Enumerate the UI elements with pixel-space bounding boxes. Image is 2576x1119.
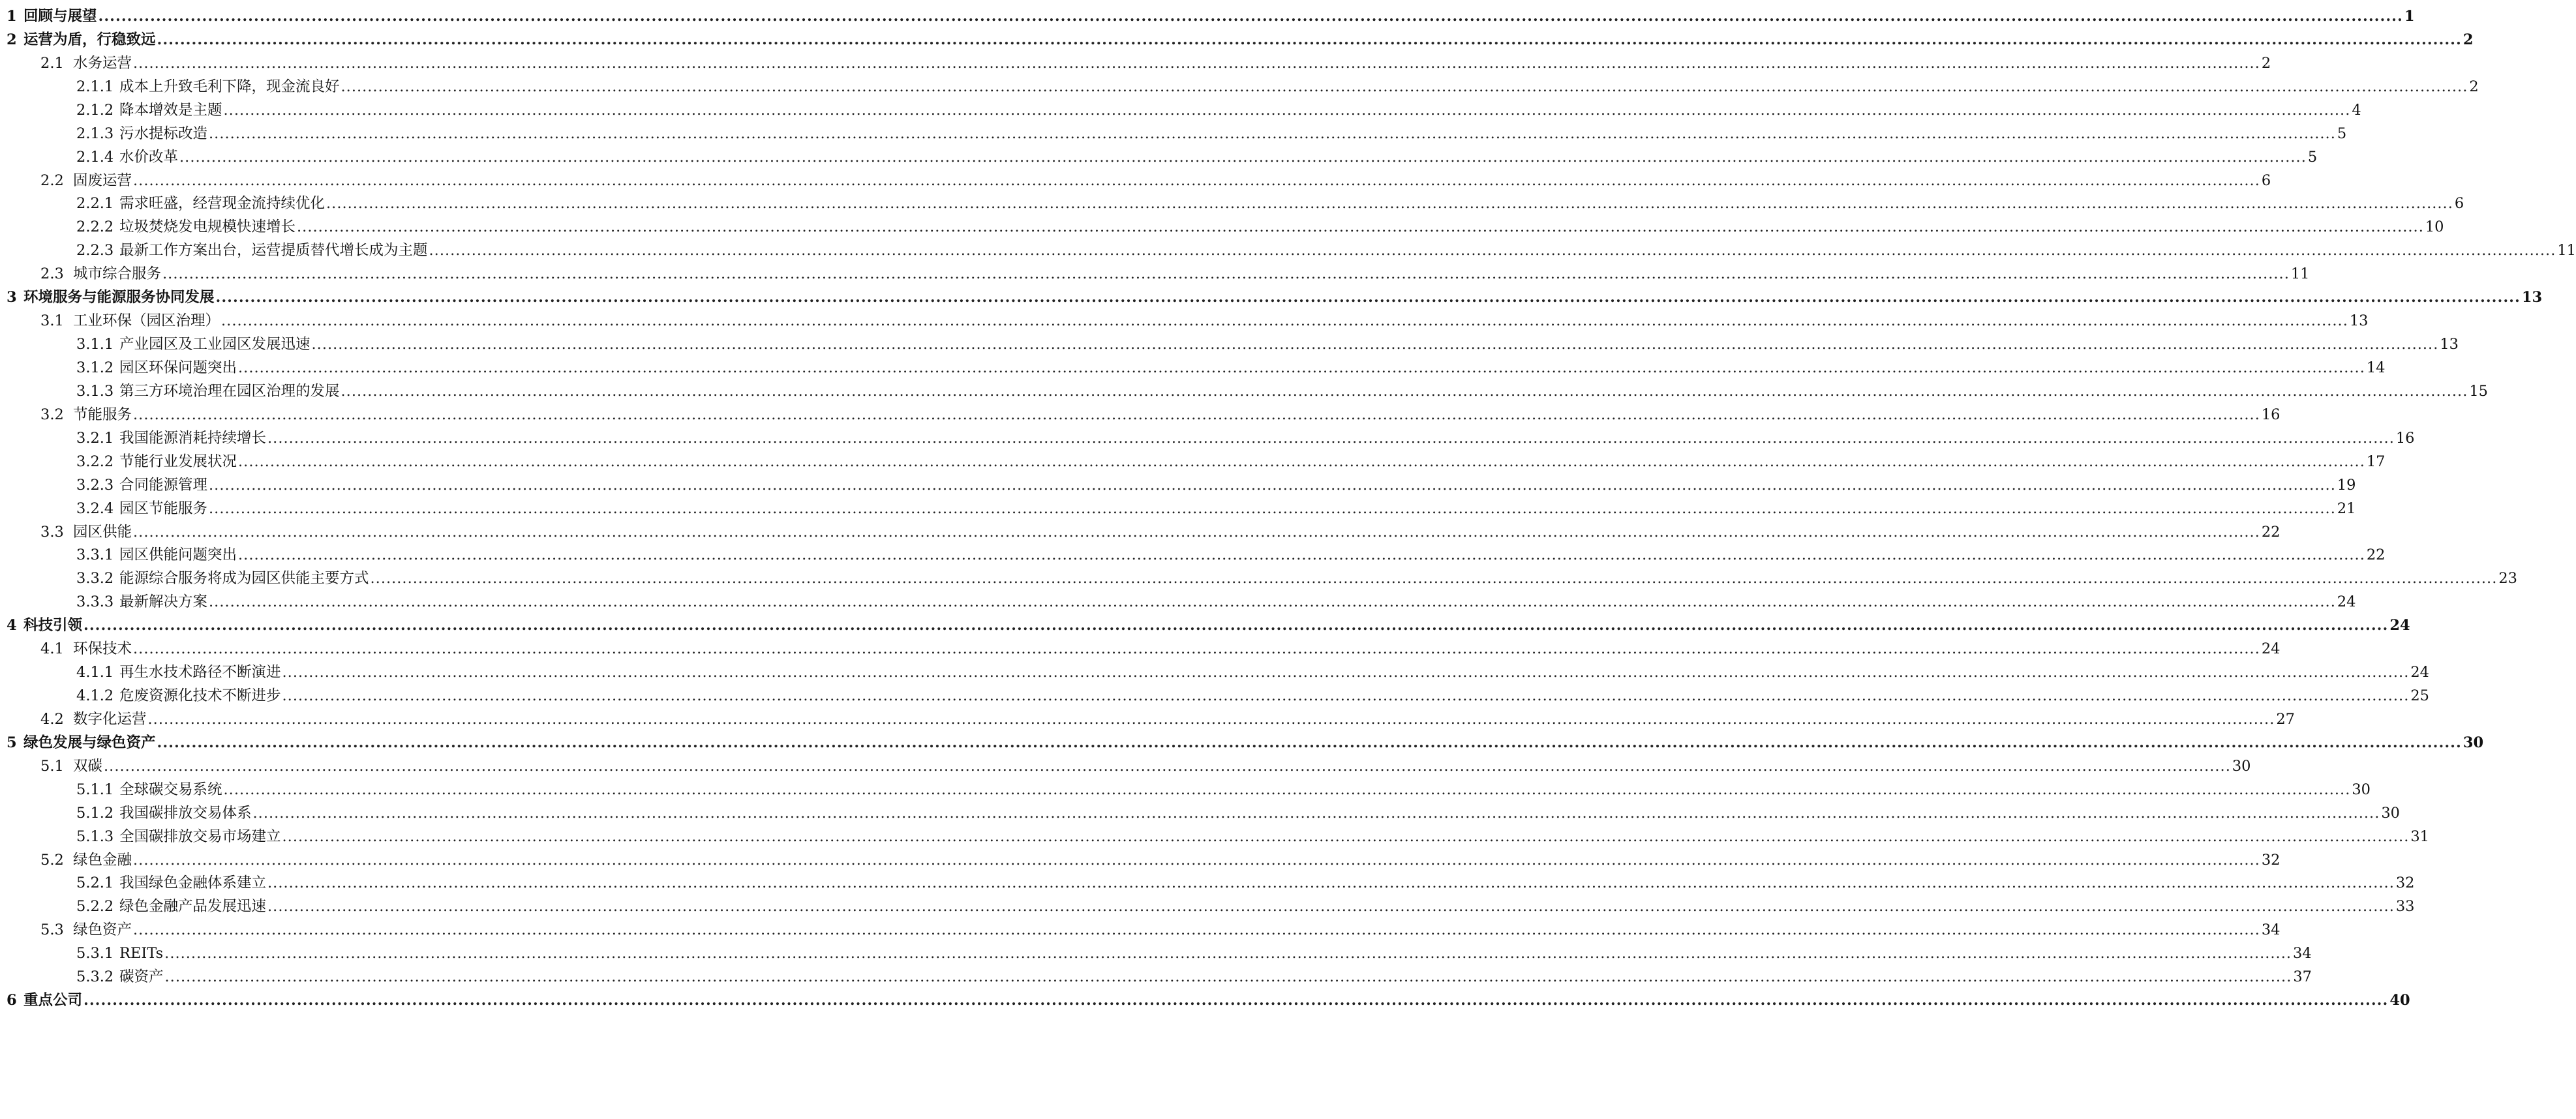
toc-entry-title: 绿色发展与绿色资产 bbox=[23, 734, 156, 751]
toc-entry-page-number: 24 bbox=[2389, 617, 2410, 634]
toc-entry-title: 污水提标改造 bbox=[119, 125, 208, 142]
toc-entry-line bbox=[76, 451, 2386, 473]
toc-entry-page-number: 31 bbox=[2410, 828, 2429, 845]
toc-dot-leader: ................................................................................................................................................................................................................................................................................................................................................................................................................ bbox=[133, 172, 2260, 189]
toc-dot-leader: ................................................................................................................................................................................................................................................................................................................................................................................................................ bbox=[133, 523, 2260, 541]
toc-dot-leader: ................................................................................................................................................................................................................................................................................................................................................................................................................ bbox=[223, 781, 2351, 798]
toc-dot-leader: ................................................................................................................................................................................................................................................................................................................................................................................................................ bbox=[267, 898, 2395, 916]
toc-dot-leader: ................................................................................................................................................................................................................................................................................................................................................................................................................ bbox=[83, 617, 2389, 634]
toc-entry-page-number: 33 bbox=[2395, 898, 2415, 916]
toc-entry-number: 3.2.1 bbox=[76, 429, 114, 447]
toc-entry-title: 降本增效是主题 bbox=[119, 101, 222, 119]
toc-entry-title: 碳资产 bbox=[119, 968, 164, 986]
toc-entry-title: 园区供能 bbox=[73, 523, 132, 541]
toc-entry-number: 3.2 bbox=[40, 406, 64, 423]
toc-dot-leader: ................................................................................................................................................................................................................................................................................................................................................................................................................ bbox=[341, 382, 2468, 400]
toc-entry-number: 5 bbox=[7, 734, 17, 751]
toc-entry-3-1-2[interactable] bbox=[0, 357, 2386, 379]
toc-entry-page-number: 37 bbox=[2293, 968, 2312, 986]
toc-entry-page-number: 11 bbox=[2557, 242, 2576, 260]
toc-dot-leader: ................................................................................................................................................................................................................................................................................................................................................................................................................ bbox=[162, 265, 2290, 283]
toc-dot-leader: ................................................................................................................................................................................................................................................................................................................................................................................................................ bbox=[221, 312, 2348, 330]
toc-entry-line bbox=[76, 380, 2488, 402]
toc-entry-3-1[interactable] bbox=[0, 310, 2369, 332]
toc-entry-2-2-1[interactable] bbox=[0, 192, 2464, 215]
toc-entry-line bbox=[76, 333, 2459, 355]
toc-entry-2-2-2[interactable] bbox=[0, 216, 2444, 238]
toc-dot-leader: ................................................................................................................................................................................................................................................................................................................................................................................................................ bbox=[209, 125, 2336, 142]
toc-dot-leader: ................................................................................................................................................................................................................................................................................................................................................................................................................ bbox=[98, 8, 2403, 25]
toc-dot-leader: ................................................................................................................................................................................................................................................................................................................................................................................................................ bbox=[297, 218, 2424, 236]
toc-entry-number: 5.2.1 bbox=[76, 874, 114, 892]
toc-entry-5[interactable] bbox=[0, 732, 2484, 754]
toc-entry-number: 5.1.2 bbox=[76, 804, 114, 822]
toc-dot-leader: ................................................................................................................................................................................................................................................................................................................................................................................................................ bbox=[215, 289, 2521, 306]
toc-entry-line bbox=[76, 216, 2444, 238]
toc-dot-leader: ................................................................................................................................................................................................................................................................................................................................................................................................................ bbox=[104, 757, 2231, 775]
toc-entry-number: 2.2 bbox=[40, 172, 64, 189]
toc-entry-title: 再生水技术路径不断演进 bbox=[119, 664, 281, 681]
toc-entry-page-number: 19 bbox=[2337, 476, 2356, 494]
toc-entry-line bbox=[76, 239, 2576, 261]
toc-dot-leader: ................................................................................................................................................................................................................................................................................................................................................................................................................ bbox=[282, 664, 2410, 681]
toc-entry-number: 5.3.1 bbox=[76, 945, 114, 962]
toc-entry-page-number: 34 bbox=[2261, 921, 2281, 939]
toc-entry-page-number: 24 bbox=[2410, 664, 2429, 681]
toc-entry-line bbox=[40, 708, 2295, 730]
toc-entry-title: 环境服务与能源服务协同发展 bbox=[23, 289, 215, 306]
toc-entry-5-2[interactable] bbox=[0, 849, 2281, 871]
toc-entry-page-number: 11 bbox=[2290, 265, 2310, 283]
toc-entry-page-number: 30 bbox=[2352, 781, 2371, 798]
toc-entry-title: 双碳 bbox=[73, 757, 103, 775]
toc-entry-title: 最新解决方案 bbox=[119, 593, 208, 611]
toc-entry-number: 3.3.2 bbox=[76, 570, 114, 588]
toc-entry-number: 2.2.2 bbox=[76, 218, 114, 236]
toc-entry-line bbox=[76, 146, 2318, 168]
toc-entry-line bbox=[76, 192, 2464, 215]
toc-dot-leader: ................................................................................................................................................................................................................................................................................................................................................................................................................ bbox=[311, 336, 2439, 353]
toc-dot-leader: ................................................................................................................................................................................................................................................................................................................................................................................................................ bbox=[147, 710, 2275, 728]
toc-entry-page-number: 5 bbox=[2307, 148, 2318, 166]
toc-entry-4-1-2[interactable] bbox=[0, 685, 2429, 707]
toc-entry-3-3-3[interactable] bbox=[0, 591, 2356, 613]
toc-entry-number: 2.1.1 bbox=[76, 78, 114, 95]
toc-dot-leader: ................................................................................................................................................................................................................................................................................................................................................................................................................ bbox=[133, 851, 2260, 869]
toc-entry-line bbox=[76, 942, 2312, 964]
toc-entry-line bbox=[7, 989, 2410, 1011]
toc-entry-number: 3.1 bbox=[40, 312, 64, 330]
toc-entry-line bbox=[40, 755, 2251, 777]
toc-dot-leader: ................................................................................................................................................................................................................................................................................................................................................................................................................ bbox=[326, 195, 2453, 213]
toc-entry-page-number: 14 bbox=[2366, 359, 2386, 376]
toc-entry-number: 3.3.3 bbox=[76, 593, 114, 611]
toc-dot-leader: ................................................................................................................................................................................................................................................................................................................................................................................................................ bbox=[157, 734, 2462, 751]
toc-entry-line bbox=[40, 521, 2281, 543]
toc-entry-4-2[interactable] bbox=[0, 708, 2295, 730]
toc-entry-title: 产业园区及工业园区发展迅速 bbox=[119, 336, 311, 353]
toc-entry-title: 科技引领 bbox=[23, 617, 83, 634]
toc-entry-line bbox=[76, 802, 2400, 824]
toc-entry-number: 4 bbox=[7, 617, 17, 634]
toc-entry-5-2-1[interactable] bbox=[0, 872, 2415, 894]
toc-entry-line bbox=[40, 849, 2281, 871]
toc-entry-4[interactable] bbox=[0, 614, 2410, 636]
toc-entry-page-number: 27 bbox=[2276, 710, 2295, 728]
toc-entry-3-3-1[interactable] bbox=[0, 544, 2386, 566]
toc-entry-2-3[interactable] bbox=[0, 263, 2310, 285]
toc-entry-page-number: 13 bbox=[2521, 289, 2543, 306]
toc-entry-title: 全球碳交易系统 bbox=[119, 781, 222, 798]
toc-dot-leader: ................................................................................................................................................................................................................................................................................................................................................................................................................ bbox=[83, 992, 2389, 1009]
toc-entry-page-number: 32 bbox=[2395, 874, 2415, 892]
toc-entry-page-number: 16 bbox=[2261, 406, 2281, 423]
toc-dot-leader: ................................................................................................................................................................................................................................................................................................................................................................................................................ bbox=[429, 242, 2556, 260]
toc-entry-2-1-1[interactable] bbox=[0, 76, 2479, 98]
toc-dot-leader: ................................................................................................................................................................................................................................................................................................................................................................................................................ bbox=[370, 570, 2498, 588]
toc-entry-number: 2.1.2 bbox=[76, 101, 114, 119]
toc-entry-page-number: 10 bbox=[2425, 218, 2444, 236]
toc-entry-number: 3.2.2 bbox=[76, 453, 114, 470]
toc-entry-2-1[interactable] bbox=[0, 52, 2271, 74]
toc-entry-line bbox=[76, 427, 2415, 449]
toc-dot-leader: ................................................................................................................................................................................................................................................................................................................................................................................................................ bbox=[133, 406, 2260, 423]
toc-entry-number: 3.1.3 bbox=[76, 382, 114, 400]
toc-entry-line bbox=[7, 5, 2415, 27]
toc-entry-page-number: 24 bbox=[2261, 640, 2281, 658]
toc-entry-page-number: 30 bbox=[2381, 804, 2400, 822]
toc-entry-4-1[interactable] bbox=[0, 638, 2281, 660]
toc-entry-number: 5.3 bbox=[40, 921, 64, 939]
toc-entry-page-number: 30 bbox=[2232, 757, 2251, 775]
toc-entry-title: REITs bbox=[119, 945, 164, 962]
toc-entry-3-2-3[interactable] bbox=[0, 474, 2356, 496]
toc-dot-leader: ................................................................................................................................................................................................................................................................................................................................................................................................................ bbox=[133, 921, 2260, 939]
toc-entry-page-number: 15 bbox=[2469, 382, 2488, 400]
toc-entry-title: 城市综合服务 bbox=[73, 265, 162, 283]
toc-dot-leader: ................................................................................................................................................................................................................................................................................................................................................................................................................ bbox=[341, 78, 2468, 95]
toc-dot-leader: ................................................................................................................................................................................................................................................................................................................................................................................................................ bbox=[282, 828, 2410, 845]
toc-entry-number: 3.1.2 bbox=[76, 359, 114, 376]
toc-entry-title: 能源综合服务将成为园区供能主要方式 bbox=[119, 570, 369, 588]
toc-entry-number: 5.1.1 bbox=[76, 781, 114, 798]
toc-dot-leader: ................................................................................................................................................................................................................................................................................................................................................................................................................ bbox=[282, 687, 2410, 704]
toc-entry-5-3[interactable] bbox=[0, 919, 2281, 941]
toc-entry-title: 绿色金融 bbox=[73, 851, 132, 869]
toc-entry-title: 运营为盾，行稳致远 bbox=[23, 31, 156, 48]
toc-dot-leader: ................................................................................................................................................................................................................................................................................................................................................................................................................ bbox=[164, 968, 2292, 986]
toc-entry-page-number: 2 bbox=[2462, 31, 2474, 48]
toc-entry-page-number: 32 bbox=[2261, 851, 2281, 869]
toc-entry-number: 3.2.4 bbox=[76, 500, 114, 517]
toc-entry-page-number: 40 bbox=[2389, 992, 2410, 1009]
toc-dot-leader: ................................................................................................................................................................................................................................................................................................................................................................................................................ bbox=[209, 593, 2336, 611]
toc-entry-number: 4.2 bbox=[40, 710, 64, 728]
toc-entry-page-number: 30 bbox=[2462, 734, 2484, 751]
toc-entry-page-number: 6 bbox=[2454, 195, 2464, 213]
toc-entry-line bbox=[7, 732, 2484, 754]
toc-entry-title: 数字化运营 bbox=[73, 710, 147, 728]
toc-entry-title: 环保技术 bbox=[73, 640, 132, 658]
toc-entry-line bbox=[7, 286, 2543, 308]
toc-entry-5-2-2[interactable] bbox=[0, 895, 2415, 918]
toc-entry-2-2[interactable] bbox=[0, 170, 2271, 192]
toc-entry-title: 我国碳排放交易体系 bbox=[119, 804, 252, 822]
toc-entry-page-number: 21 bbox=[2337, 500, 2356, 517]
toc-entry-title: 回顾与展望 bbox=[23, 8, 97, 25]
toc-entry-title: 园区供能问题突出 bbox=[119, 546, 237, 564]
toc-entry-title: 节能行业发展状况 bbox=[119, 453, 237, 470]
toc-entry-page-number: 5 bbox=[2337, 125, 2347, 142]
toc-entry-page-number: 13 bbox=[2349, 312, 2369, 330]
toc-entry-page-number: 24 bbox=[2337, 593, 2356, 611]
toc-entry-number: 2.1.3 bbox=[76, 125, 114, 142]
toc-entry-line bbox=[40, 170, 2271, 192]
toc-entry-number: 4.1.2 bbox=[76, 687, 114, 704]
toc-entry-title: 合同能源管理 bbox=[119, 476, 208, 494]
toc-entry-number: 2.1.4 bbox=[76, 148, 114, 166]
toc-entry-line bbox=[76, 567, 2517, 589]
toc-entry-page-number: 1 bbox=[2404, 8, 2415, 25]
toc-entry-title: 全国碳排放交易市场建立 bbox=[119, 828, 281, 845]
toc-dot-leader: ................................................................................................................................................................................................................................................................................................................................................................................................................ bbox=[238, 546, 2365, 564]
toc-entry-page-number: 4 bbox=[2352, 101, 2361, 119]
toc-entry-5-1-3[interactable] bbox=[0, 826, 2429, 848]
toc-entry-page-number: 22 bbox=[2366, 546, 2386, 564]
toc-entry-4-1-1[interactable] bbox=[0, 661, 2429, 683]
toc-entry-number: 3.1.1 bbox=[76, 336, 114, 353]
toc-entry-5-3-2[interactable] bbox=[0, 966, 2312, 988]
toc-entry-number: 4.1 bbox=[40, 640, 64, 658]
toc-entry-line bbox=[40, 310, 2369, 332]
toc-entry-title: 我国绿色金融体系建立 bbox=[119, 874, 267, 892]
toc-entry-title: 最新工作方案出台，运营提质替代增长成为主题 bbox=[119, 242, 428, 260]
toc-entry-title: 绿色金融产品发展迅速 bbox=[119, 898, 267, 916]
toc-entry-5-1-1[interactable] bbox=[0, 779, 2371, 801]
toc-entry-line bbox=[76, 661, 2429, 683]
toc-entry-3-3-2[interactable] bbox=[0, 567, 2517, 589]
toc-entry-6[interactable] bbox=[0, 989, 2410, 1011]
toc-entry-number: 5.2 bbox=[40, 851, 64, 869]
toc-entry-number: 2 bbox=[7, 31, 17, 48]
toc-entry-line bbox=[76, 123, 2347, 145]
toc-entry-number: 3.3 bbox=[40, 523, 64, 541]
toc-entry-title: 水务运营 bbox=[73, 54, 132, 72]
toc-entry-line bbox=[76, 99, 2361, 121]
toc-entry-line bbox=[40, 404, 2281, 426]
toc-entry-5-3-1[interactable] bbox=[0, 942, 2312, 964]
toc-entry-number: 3.2.3 bbox=[76, 476, 114, 494]
toc-entry-title: 成本上升致毛利下降，现金流良好 bbox=[119, 78, 340, 95]
toc-entry-title: 危废资源化技术不断进步 bbox=[119, 687, 281, 704]
toc-entry-number: 5.3.2 bbox=[76, 968, 114, 986]
toc-entry-2-1-3[interactable] bbox=[0, 123, 2347, 145]
toc-dot-leader: ................................................................................................................................................................................................................................................................................................................................................................................................................ bbox=[209, 476, 2336, 494]
toc-dot-leader: ................................................................................................................................................................................................................................................................................................................................................................................................................ bbox=[238, 359, 2365, 376]
toc-entry-line bbox=[76, 872, 2415, 894]
toc-entry-1[interactable] bbox=[0, 5, 2415, 27]
toc-entry-2-2-3[interactable] bbox=[0, 239, 2576, 261]
toc-entry-line bbox=[76, 498, 2356, 520]
toc-entry-title: 工业环保（园区治理） bbox=[73, 312, 220, 330]
toc-entry-page-number: 25 bbox=[2410, 687, 2429, 704]
toc-entry-title: 垃圾焚烧发电规模快速增长 bbox=[119, 218, 296, 236]
toc-entry-number: 2.2.3 bbox=[76, 242, 114, 260]
toc-entry-title: 第三方环境治理在园区治理的发展 bbox=[119, 382, 340, 400]
toc-entry-number: 6 bbox=[7, 992, 17, 1009]
toc-entry-3[interactable] bbox=[0, 286, 2543, 308]
toc-entry-line bbox=[76, 895, 2415, 918]
toc-dot-leader: ................................................................................................................................................................................................................................................................................................................................................................................................................ bbox=[164, 945, 2292, 962]
toc-entry-line bbox=[76, 591, 2356, 613]
toc-entry-page-number: 22 bbox=[2261, 523, 2281, 541]
toc-entry-number: 5.1 bbox=[40, 757, 64, 775]
toc-entry-page-number: 2 bbox=[2261, 54, 2271, 72]
toc-entry-line bbox=[40, 52, 2271, 74]
toc-entry-title: 水价改革 bbox=[119, 148, 179, 166]
toc-entry-title: 园区节能服务 bbox=[119, 500, 208, 517]
toc-entry-number: 2.3 bbox=[40, 265, 64, 283]
toc-entry-number: 3 bbox=[7, 289, 17, 306]
toc-dot-leader: ................................................................................................................................................................................................................................................................................................................................................................................................................ bbox=[238, 453, 2365, 470]
toc-entry-2-1-4[interactable] bbox=[0, 146, 2318, 168]
toc-entry-page-number: 23 bbox=[2498, 570, 2517, 588]
toc-entry-page-number: 2 bbox=[2469, 78, 2479, 95]
toc-entry-3-2-2[interactable] bbox=[0, 451, 2386, 473]
toc-entry-number: 1 bbox=[7, 8, 17, 25]
toc-entry-line bbox=[76, 474, 2356, 496]
toc-entry-number: 3.3.1 bbox=[76, 546, 114, 564]
toc-entry-number: 4.1.1 bbox=[76, 664, 114, 681]
toc-entry-line bbox=[76, 826, 2429, 848]
toc-entry-3-2[interactable] bbox=[0, 404, 2281, 426]
toc-dot-leader: ................................................................................................................................................................................................................................................................................................................................................................................................................ bbox=[157, 31, 2462, 48]
toc-entry-3-1-3[interactable] bbox=[0, 380, 2488, 402]
toc-entry-line bbox=[76, 544, 2386, 566]
toc-entry-line bbox=[40, 263, 2310, 285]
toc-entry-3-3[interactable] bbox=[0, 521, 2281, 543]
toc-entry-line bbox=[7, 29, 2474, 51]
toc-entry-line bbox=[7, 614, 2410, 636]
toc-entry-5-1-2[interactable] bbox=[0, 802, 2400, 824]
toc-heading-fragment bbox=[352, 0, 444, 3]
toc-entry-title: 园区环保问题突出 bbox=[119, 359, 237, 376]
toc-entry-line bbox=[76, 685, 2429, 707]
toc-entry-line bbox=[40, 919, 2281, 941]
toc-entry-2-1-2[interactable] bbox=[0, 99, 2361, 121]
toc-dot-leader: ................................................................................................................................................................................................................................................................................................................................................................................................................ bbox=[209, 500, 2336, 517]
toc-entry-line bbox=[76, 966, 2312, 988]
toc-dot-leader: ................................................................................................................................................................................................................................................................................................................................................................................................................ bbox=[223, 101, 2351, 119]
toc-dot-leader: ................................................................................................................................................................................................................................................................................................................................................................................................................ bbox=[267, 874, 2395, 892]
toc-entry-page-number: 17 bbox=[2366, 453, 2386, 470]
toc-entry-2[interactable] bbox=[0, 29, 2474, 51]
toc-dot-leader: ................................................................................................................................................................................................................................................................................................................................................................................................................ bbox=[252, 804, 2380, 822]
toc-entry-3-1-1[interactable] bbox=[0, 333, 2459, 355]
toc-dot-leader: ................................................................................................................................................................................................................................................................................................................................................................................................................ bbox=[133, 640, 2260, 658]
toc-entry-title: 绿色资产 bbox=[73, 921, 132, 939]
toc-entry-title: 固废运营 bbox=[73, 172, 132, 189]
toc-dot-leader: ................................................................................................................................................................................................................................................................................................................................................................................................................ bbox=[133, 54, 2260, 72]
toc-entry-3-2-1[interactable] bbox=[0, 427, 2415, 449]
toc-entry-page-number: 16 bbox=[2395, 429, 2415, 447]
toc-entry-line bbox=[76, 357, 2386, 379]
toc-entry-number: 5.2.2 bbox=[76, 898, 114, 916]
toc-entry-3-2-4[interactable] bbox=[0, 498, 2356, 520]
toc-entry-title: 我国能源消耗持续增长 bbox=[119, 429, 267, 447]
toc-dot-leader: ................................................................................................................................................................................................................................................................................................................................................................................................................ bbox=[179, 148, 2307, 166]
toc-entry-number: 2.1 bbox=[40, 54, 64, 72]
toc-entry-number: 5.1.3 bbox=[76, 828, 114, 845]
toc-entry-line bbox=[76, 779, 2371, 801]
toc-entry-5-1[interactable] bbox=[0, 755, 2251, 777]
toc-entry-title: 重点公司 bbox=[23, 992, 83, 1009]
toc-entry-line bbox=[76, 76, 2479, 98]
toc-entry-page-number: 13 bbox=[2440, 336, 2459, 353]
toc-entry-number: 2.2.1 bbox=[76, 195, 114, 213]
toc-entry-page-number: 6 bbox=[2261, 172, 2271, 189]
toc-dot-leader: ................................................................................................................................................................................................................................................................................................................................................................................................................ bbox=[267, 429, 2395, 447]
toc-entry-title: 需求旺盛，经营现金流持续优化 bbox=[119, 195, 326, 213]
toc-entry-page-number: 34 bbox=[2293, 945, 2312, 962]
toc-entry-title: 节能服务 bbox=[73, 406, 132, 423]
toc-entry-line bbox=[40, 638, 2281, 660]
